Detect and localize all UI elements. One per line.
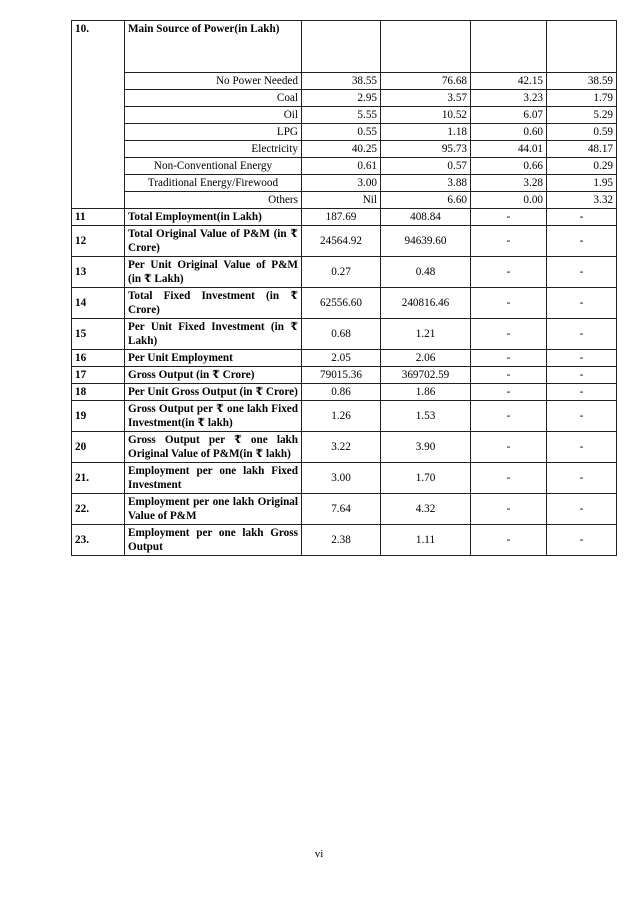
value-cell: 0.55	[302, 124, 381, 141]
table-row	[72, 401, 617, 432]
power-source-label: Traditional Energy/Firewood	[125, 175, 302, 192]
power-source-label: No Power Needed	[125, 73, 302, 90]
value-cell: 0.66	[471, 158, 547, 175]
value-cell: 4.32	[381, 494, 471, 525]
table-row-power-source	[72, 192, 617, 209]
table-row-power-source	[72, 175, 617, 192]
value-cell: -	[471, 401, 547, 432]
serial-number: 16	[72, 350, 125, 367]
row-label: Total Fixed Investment (in ₹ Crore)	[125, 288, 302, 319]
value-cell: -	[471, 319, 547, 350]
value-cell: 0.68	[302, 319, 381, 350]
serial-number: 10.	[72, 21, 125, 73]
value-cell: -	[471, 209, 547, 226]
table-row-power-source	[72, 73, 617, 90]
row-label: Employment per one lakh Fixed Investment	[125, 463, 302, 494]
value-cell: -	[471, 463, 547, 494]
empty-cell	[471, 21, 547, 73]
value-cell: 79015.36	[302, 367, 381, 384]
row-label: Per Unit Employment	[125, 350, 302, 367]
value-cell: 3.23	[471, 90, 547, 107]
value-cell: -	[547, 350, 617, 367]
value-cell: 3.90	[381, 432, 471, 463]
row-label: Gross Output per ₹ one lakh Original Value of P&M(in ₹ lakh)	[125, 432, 302, 463]
page-number: vi	[314, 848, 324, 860]
value-cell: 3.57	[381, 90, 471, 107]
power-source-label: Electricity	[125, 141, 302, 158]
value-cell: -	[547, 319, 617, 350]
serial-number-empty	[72, 107, 125, 124]
value-cell: 76.68	[381, 73, 471, 90]
value-cell: 3.28	[471, 175, 547, 192]
row-label: Per Unit Fixed Investment (in ₹ Lakh)	[125, 319, 302, 350]
value-cell: 2.38	[302, 525, 381, 556]
table-row	[72, 350, 617, 367]
value-cell: -	[471, 257, 547, 288]
value-cell: 3.00	[302, 463, 381, 494]
value-cell: 240816.46	[381, 288, 471, 319]
value-cell: 0.00	[471, 192, 547, 209]
value-cell: -	[547, 226, 617, 257]
table-row	[72, 525, 617, 556]
serial-number: 23.	[72, 525, 125, 556]
row-label: Gross Output (in ₹ Crore)	[125, 367, 302, 384]
value-cell: 1.70	[381, 463, 471, 494]
value-cell: -	[547, 432, 617, 463]
value-cell: 408.84	[381, 209, 471, 226]
value-cell: -	[471, 367, 547, 384]
value-cell: 3.32	[547, 192, 617, 209]
table-row	[72, 367, 617, 384]
row-label: Total Employment(in Lakh)	[125, 209, 302, 226]
row-label: Main Source of Power(in Lakh)	[125, 21, 302, 73]
serial-number: 17	[72, 367, 125, 384]
value-cell: 95.73	[381, 141, 471, 158]
value-cell: 10.52	[381, 107, 471, 124]
table-row-power-source	[72, 107, 617, 124]
value-cell: -	[471, 384, 547, 401]
value-cell: 0.60	[471, 124, 547, 141]
value-cell: 2.06	[381, 350, 471, 367]
value-cell: 40.25	[302, 141, 381, 158]
table-row-power-source	[72, 90, 617, 107]
table-row-power-header	[72, 21, 617, 73]
table-row-power-source	[72, 141, 617, 158]
value-cell: -	[547, 257, 617, 288]
value-cell: -	[471, 288, 547, 319]
serial-number-empty	[72, 192, 125, 209]
value-cell: 1.21	[381, 319, 471, 350]
row-label: Gross Output per ₹ one lakh Fixed Investment(in ₹ lakh)	[125, 401, 302, 432]
row-label: Total Original Value of P&M (in ₹ Crore)	[125, 226, 302, 257]
table-row	[72, 319, 617, 350]
row-label: Per Unit Gross Output (in ₹ Crore)	[125, 384, 302, 401]
power-source-label: Non-Conventional Energy	[125, 158, 302, 175]
serial-number: 20	[72, 432, 125, 463]
value-cell: 7.64	[302, 494, 381, 525]
serial-number-empty	[72, 90, 125, 107]
value-cell: 3.00	[302, 175, 381, 192]
serial-number: 12	[72, 226, 125, 257]
power-source-label: Coal	[125, 90, 302, 107]
value-cell: -	[471, 350, 547, 367]
value-cell: -	[547, 288, 617, 319]
table-row	[72, 209, 617, 226]
value-cell: 1.86	[381, 384, 471, 401]
row-label: Employment per one lakh Gross Output	[125, 525, 302, 556]
value-cell: 1.53	[381, 401, 471, 432]
value-cell: -	[547, 384, 617, 401]
value-cell: 42.15	[471, 73, 547, 90]
row-label: Employment per one lakh Original Value of P&M	[125, 494, 302, 525]
value-cell: 1.95	[547, 175, 617, 192]
value-cell: 6.07	[471, 107, 547, 124]
value-cell: -	[547, 401, 617, 432]
empty-cell	[302, 21, 381, 73]
empty-cell	[547, 21, 617, 73]
value-cell: 0.57	[381, 158, 471, 175]
table-row	[72, 257, 617, 288]
value-cell: 2.95	[302, 90, 381, 107]
value-cell: 44.01	[471, 141, 547, 158]
serial-number: 19	[72, 401, 125, 432]
serial-number: 21.	[72, 463, 125, 494]
value-cell: 5.55	[302, 107, 381, 124]
value-cell: -	[471, 494, 547, 525]
value-cell: 48.17	[547, 141, 617, 158]
serial-number: 13	[72, 257, 125, 288]
table-row-power-source	[72, 124, 617, 141]
value-cell: 3.88	[381, 175, 471, 192]
value-cell: -	[547, 494, 617, 525]
value-cell: 0.59	[547, 124, 617, 141]
value-cell: 38.59	[547, 73, 617, 90]
serial-number-empty	[72, 158, 125, 175]
value-cell: Nil	[302, 192, 381, 209]
value-cell: -	[547, 367, 617, 384]
value-cell: -	[471, 432, 547, 463]
empty-cell	[381, 21, 471, 73]
value-cell: 1.18	[381, 124, 471, 141]
value-cell: 0.86	[302, 384, 381, 401]
serial-number: 22.	[72, 494, 125, 525]
statistics-table	[71, 20, 617, 556]
serial-number: 11	[72, 209, 125, 226]
value-cell: -	[547, 463, 617, 494]
value-cell: 0.61	[302, 158, 381, 175]
value-cell: 24564.92	[302, 226, 381, 257]
table-row	[72, 463, 617, 494]
value-cell: 0.48	[381, 257, 471, 288]
value-cell: 94639.60	[381, 226, 471, 257]
value-cell: 38.55	[302, 73, 381, 90]
value-cell: 5.29	[547, 107, 617, 124]
table-row-power-source	[72, 158, 617, 175]
value-cell: 0.27	[302, 257, 381, 288]
serial-number-empty	[72, 141, 125, 158]
serial-number: 18	[72, 384, 125, 401]
value-cell: -	[547, 525, 617, 556]
value-cell: 2.05	[302, 350, 381, 367]
serial-number-empty	[72, 73, 125, 90]
value-cell: -	[471, 525, 547, 556]
value-cell: 62556.60	[302, 288, 381, 319]
value-cell: 1.79	[547, 90, 617, 107]
power-source-label: Oil	[125, 107, 302, 124]
table-row	[72, 226, 617, 257]
row-label: Per Unit Original Value of P&M (in ₹ Lakh)	[125, 257, 302, 288]
value-cell: 6.60	[381, 192, 471, 209]
power-source-label: LPG	[125, 124, 302, 141]
value-cell: 369702.59	[381, 367, 471, 384]
value-cell: 1.11	[381, 525, 471, 556]
value-cell: 0.29	[547, 158, 617, 175]
power-source-label: Others	[125, 192, 302, 209]
serial-number-empty	[72, 175, 125, 192]
value-cell: 187.69	[302, 209, 381, 226]
table-row	[72, 494, 617, 525]
serial-number: 15	[72, 319, 125, 350]
serial-number-empty	[72, 124, 125, 141]
value-cell: 3.22	[302, 432, 381, 463]
table-row	[72, 384, 617, 401]
serial-number: 14	[72, 288, 125, 319]
table-row	[72, 432, 617, 463]
table-row	[72, 288, 617, 319]
value-cell: -	[547, 209, 617, 226]
value-cell: 1.26	[302, 401, 381, 432]
value-cell: -	[471, 226, 547, 257]
